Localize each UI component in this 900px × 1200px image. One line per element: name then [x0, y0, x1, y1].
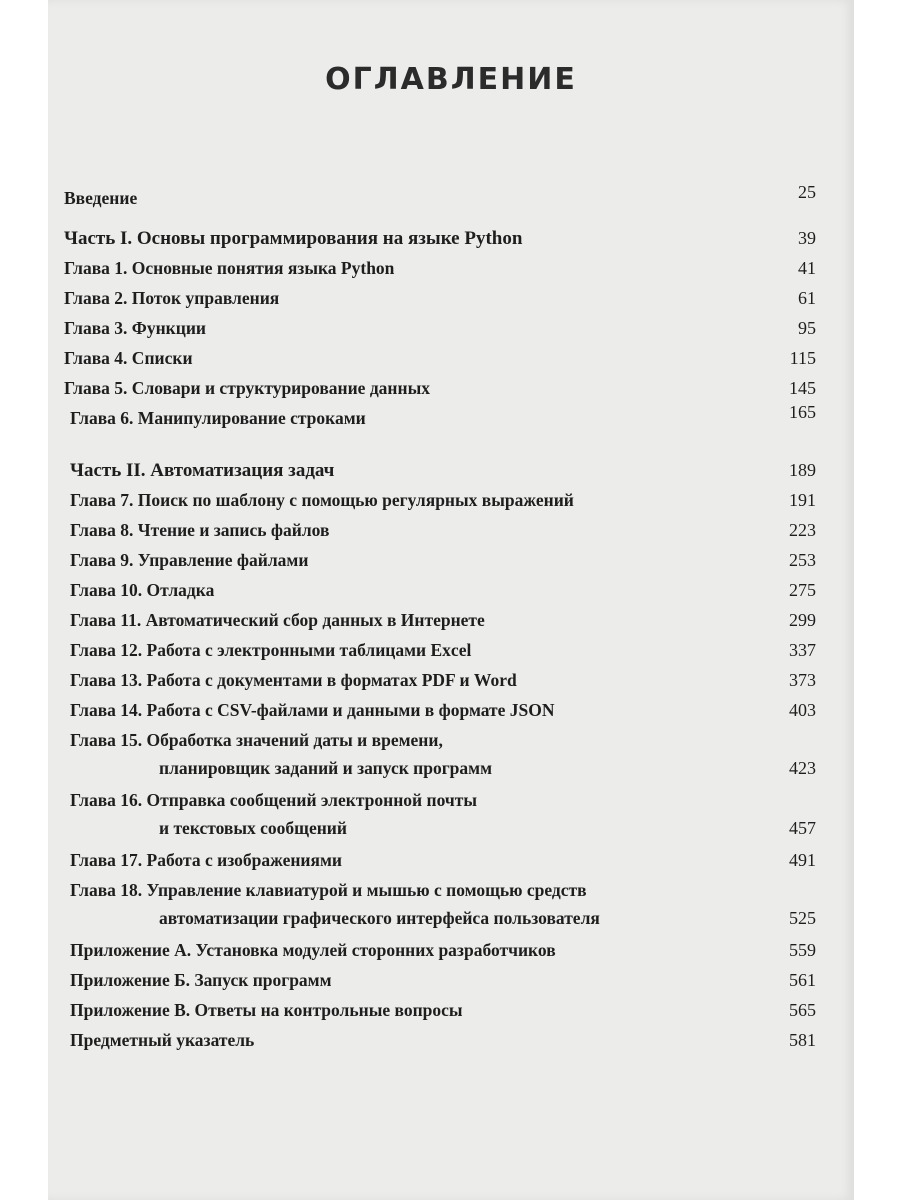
table-of-contents	[64, 184, 816, 1056]
toc-entry-label: Глава 11. Автоматический сбор данных в Интернете	[70, 610, 485, 630]
toc-entry-page: 457	[789, 818, 816, 838]
toc-entry-page: 491	[789, 850, 816, 870]
toc-entry-label: Глава 14. Работа с CSV-файлами и данными в формате JSON	[70, 700, 555, 720]
toc-entry-label: Глава 13. Работа с документами в форматах PDF и Word	[70, 670, 517, 690]
toc-entry-label: Предметный указатель	[70, 1030, 255, 1050]
toc-entry-page: 61	[798, 288, 816, 308]
book-page	[48, 0, 854, 1200]
toc-entry-page: 337	[789, 640, 816, 660]
toc-entry-label-continued: планировщик заданий и запуск программ	[159, 758, 493, 778]
toc-entry-page: 423	[789, 758, 816, 778]
toc-entry-page: 373	[789, 670, 816, 690]
toc-entry-chapter-11	[64, 606, 816, 636]
toc-entry-appendix-b	[64, 966, 816, 996]
toc-entry-chapter-7	[64, 486, 816, 516]
toc-entry-label: Введение	[64, 188, 138, 208]
toc-entry-chapter-17	[64, 846, 816, 876]
toc-entry-page: 223	[789, 520, 816, 540]
toc-entry-label: Глава 4. Списки	[64, 348, 193, 368]
toc-entry-part-2	[64, 456, 816, 486]
toc-entry-chapter-3	[64, 314, 816, 344]
toc-entry-label: Глава 2. Поток управления	[64, 288, 280, 308]
toc-entry-chapter-13	[64, 666, 816, 696]
toc-entry-chapter-18	[64, 876, 816, 936]
toc-entry-page: 95	[798, 318, 816, 338]
toc-entry-page: 299	[789, 610, 816, 630]
toc-entry-page: 115	[789, 348, 816, 368]
toc-entry-label: Глава 16. Отправка сообщений электронной почты	[70, 790, 477, 810]
toc-entry-chapter-14	[64, 696, 816, 726]
toc-entry-label: Часть I. Основы программирования на языке Python	[64, 228, 523, 249]
toc-entry-page: 565	[789, 1000, 816, 1020]
toc-entry-part-1	[64, 224, 816, 254]
toc-entry-appendix-v	[64, 996, 816, 1026]
toc-entry-label: Глава 9. Управление файлами	[70, 550, 309, 570]
toc-entry-chapter-4	[64, 344, 816, 374]
toc-entry-chapter-12	[64, 636, 816, 666]
toc-entry-chapter-8	[64, 516, 816, 546]
toc-entry-page: 41	[798, 258, 816, 278]
toc-entry-label: Глава 15. Обработка значений даты и времени,	[70, 730, 443, 750]
toc-entry-chapter-2	[64, 284, 816, 314]
toc-entry-label: Приложение Б. Запуск программ	[70, 970, 332, 990]
toc-entry-label: Глава 1. Основные понятия языка Python	[64, 258, 395, 278]
toc-entry-label: Глава 7. Поиск по шаблону с помощью регулярных выражений	[70, 490, 574, 510]
toc-entry-label: Глава 17. Работа с изображениями	[70, 850, 342, 870]
toc-entry-page: 561	[789, 970, 816, 990]
toc-entry-page: 39	[798, 228, 816, 248]
toc-entry-label: Глава 3. Функции	[64, 318, 206, 338]
toc-entry-page: 165	[789, 402, 816, 422]
toc-entry-appendix-a	[64, 936, 816, 966]
toc-entry-label-continued: и текстовых сообщений	[159, 818, 347, 838]
toc-entry-label: Глава 5. Словари и структурирование данных	[64, 378, 431, 398]
toc-entry-page: 403	[789, 700, 816, 720]
toc-entry-chapter-9	[64, 546, 816, 576]
toc-entry-intro	[64, 184, 816, 214]
toc-entry-page: 189	[789, 460, 816, 480]
toc-entry-label: Глава 6. Манипулирование строками	[70, 408, 366, 428]
page-title: ОГЛАВЛЕНИЕ	[325, 62, 577, 97]
toc-entry-label: Приложение А. Установка модулей сторонних разработчиков	[70, 940, 556, 960]
toc-entry-label: Часть II. Автоматизация задач	[70, 460, 335, 481]
toc-entry-chapter-1	[64, 254, 816, 284]
toc-entry-page: 559	[789, 940, 816, 960]
toc-entry-chapter-6	[64, 404, 816, 434]
toc-entry-page: 253	[789, 550, 816, 570]
toc-entry-label: Глава 12. Работа с электронными таблицами Excel	[70, 640, 472, 660]
toc-entry-page: 581	[789, 1030, 816, 1050]
toc-entry-chapter-5	[64, 374, 816, 404]
toc-entry-page: 275	[789, 580, 816, 600]
toc-entry-label: Приложение В. Ответы на контрольные вопросы	[70, 1000, 463, 1020]
toc-entry-chapter-16	[64, 786, 816, 846]
toc-entry-label-continued: автоматизации графического интерфейса пользователя	[159, 908, 600, 928]
toc-entry-page: 525	[789, 908, 816, 928]
toc-entry-page: 25	[798, 182, 816, 202]
toc-entry-index	[64, 1026, 816, 1056]
toc-entry-label: Глава 18. Управление клавиатурой и мышью с помощью средств	[70, 880, 587, 900]
toc-entry-label: Глава 10. Отладка	[70, 580, 215, 600]
toc-entry-page: 145	[789, 378, 816, 398]
toc-entry-chapter-15	[64, 726, 816, 786]
toc-entry-label: Глава 8. Чтение и запись файлов	[70, 520, 330, 540]
toc-entry-page: 191	[789, 490, 816, 510]
toc-entry-chapter-10	[64, 576, 816, 606]
